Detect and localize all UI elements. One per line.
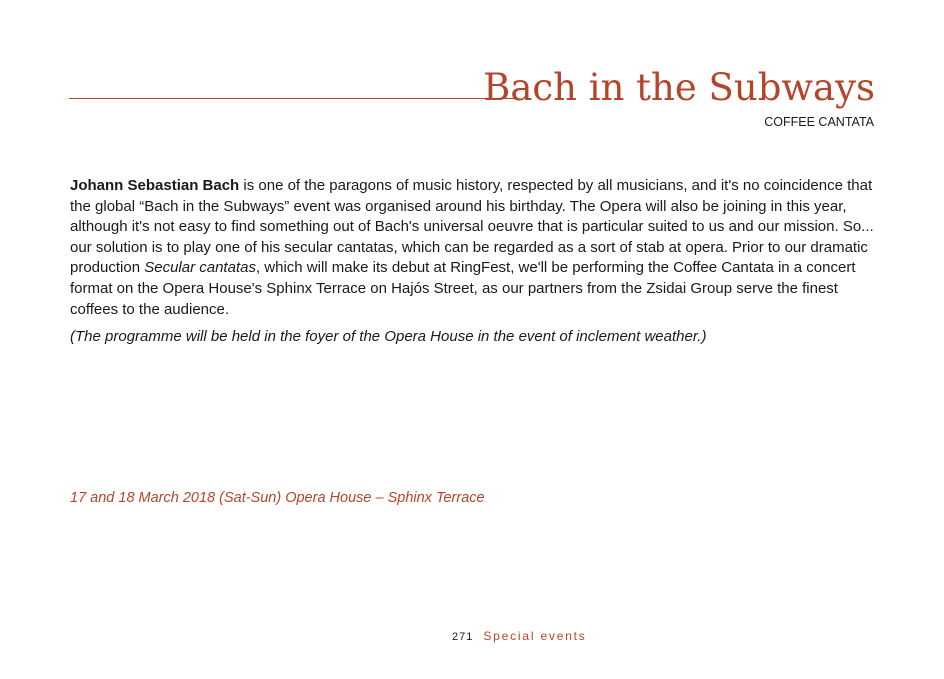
body-text-part-1: is one of the paragons of music history, respected by all musicians, and it's no coincidence that the global “Bach in the Subways” event was organised around his birthday. The Opera will also be joining in this year, although it's not easy to find something out of Bach's universal oeuvre that is particular suited to us and our mission. So... our solution is to play one of his secular cantatas, which can be regarded as a sort of stab at opera. Prior to our dramatic production [70,177,874,277]
page-footer [452,628,587,645]
body-paragraph [70,176,882,320]
footer-section-label: Special events [483,629,587,643]
body-lead-name: Johann Sebastian Bach [70,177,240,194]
event-date-venue: 17 and 18 March 2018 (Sat-Sun) Opera House – Sphinx Terrace [70,490,485,506]
page-number: 271 [452,631,474,643]
weather-note: (The programme will be held in the foyer of the Opera House in the event of inclement weather.) [70,328,707,345]
page-title: Bach in the Subways [483,66,875,109]
title-rule [69,98,517,99]
body-italic-title: Secular cantatas [144,259,256,277]
page-subtitle: COFFEE CANTATA [764,115,874,129]
body-text-part-2: , which will make its debut at RingFest, we'll be performing the Coffee Cantata in a concert format on the Opera House's Sphinx Terrace on Hajós Street, as our partners from the Zsidai Group serve the finest coffees to the audience. [70,259,856,318]
